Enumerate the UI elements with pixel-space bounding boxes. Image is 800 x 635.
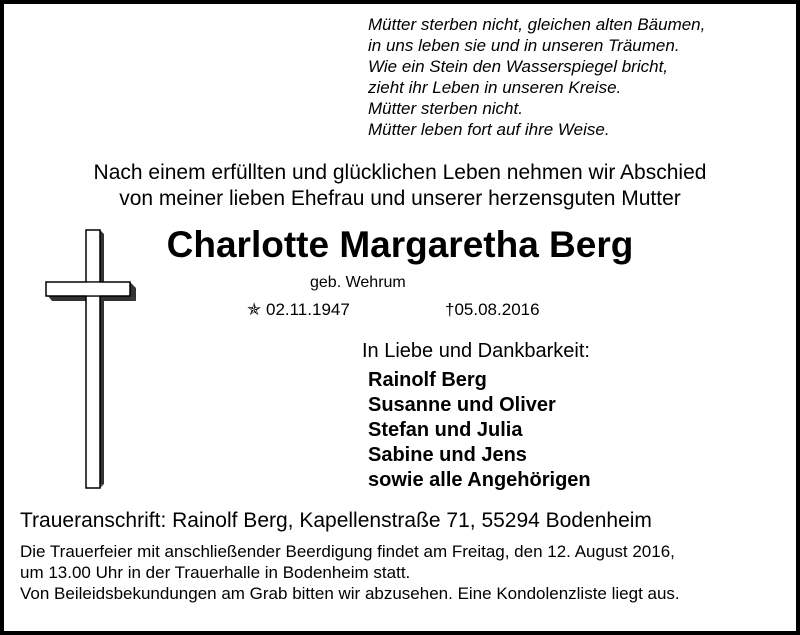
poem-line: Wie ein Stein den Wasserspiegel bricht, — [368, 57, 669, 76]
cross-symbol-icon: † — [445, 300, 455, 319]
star-icon: ✯ — [247, 300, 262, 319]
poem-line: zieht ihr Leben in unseren Kreise. — [368, 78, 622, 97]
thanks-heading: In Liebe und Dankbarkeit: — [362, 340, 590, 362]
funeral-notes — [20, 541, 680, 604]
poem-line: in uns leben sie und in unseren Träumen. — [368, 36, 680, 55]
note-line: Von Beileidsbekundungen am Grab bitten wir abzusehen. Eine Kondolenzliste liegt aus. — [20, 584, 680, 603]
note-line: um 13.00 Uhr in der Trauerhalle in Bodenheim statt. — [20, 563, 411, 582]
mourning-address: Traueranschrift: Rainolf Berg, Kapellenstraße 71, 55294 Bodenheim — [20, 509, 652, 532]
poem-line: Mütter sterben nicht. — [368, 99, 523, 118]
poem-line: Mütter sterben nicht, gleichen alten Bäumen, — [368, 15, 706, 34]
poem-line: Mütter leben fort auf ihre Weise. — [368, 120, 610, 139]
poem — [368, 14, 705, 140]
note-line: Die Trauerfeier mit anschließender Beerdigung findet am Freitag, den 12. August 2016, — [20, 542, 675, 561]
mourners-list — [368, 368, 591, 493]
deceased-name: Charlotte Margaretha Berg — [166, 224, 634, 265]
maiden-name: geb. Wehrum — [310, 274, 406, 291]
cross-icon — [40, 228, 140, 490]
mourner: Rainolf Berg — [368, 369, 487, 391]
mourner: sowie alle Angehörigen — [368, 469, 591, 491]
mourner: Sabine und Jens — [368, 444, 527, 466]
mourner: Susanne und Oliver — [368, 394, 556, 416]
intro-line: von meiner lieben Ehefrau und unserer herzensguten Mutter — [119, 187, 681, 210]
birth-date: ✯ 02.11.1947 — [247, 300, 350, 319]
mourner: Stefan und Julia — [368, 419, 523, 441]
death-date: †05.08.2016 — [445, 300, 540, 319]
intro-line: Nach einem erfüllten und glücklichen Leben nehmen wir Abschied — [93, 161, 707, 184]
